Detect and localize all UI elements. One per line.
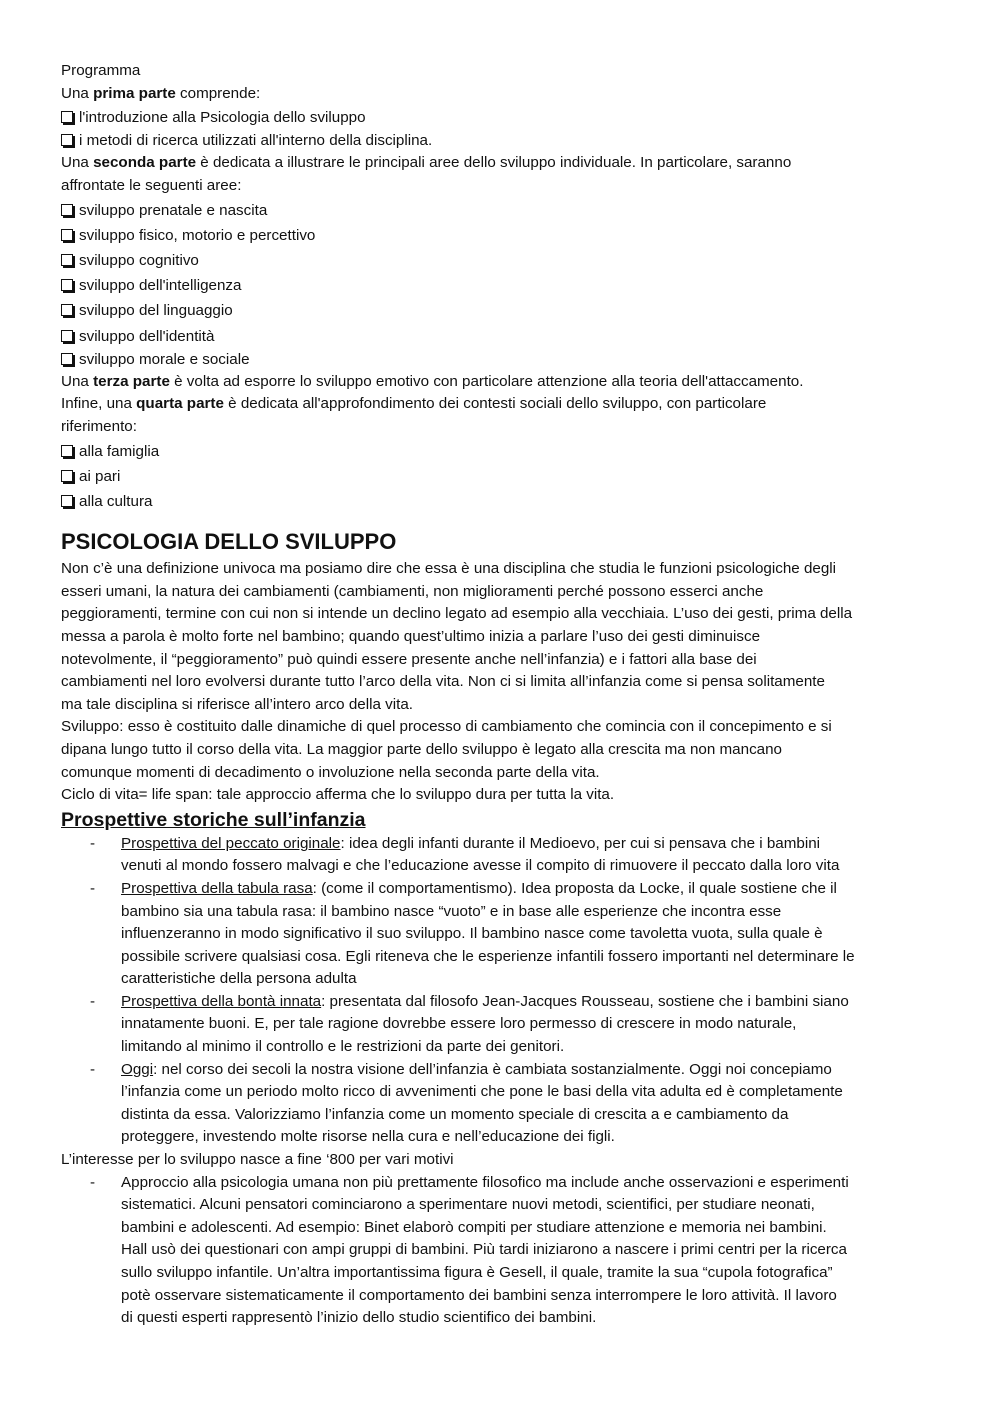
quarta-post: è dedicata all'approfondimento dei contesti sociali dello sviluppo, con particolare (223, 395, 767, 413)
list-item (61, 1172, 941, 1330)
list-item-label: Prospettiva della tabula rasa (121, 879, 313, 897)
checklist-text: sviluppo dell'intelligenza (79, 277, 242, 295)
terza-pre: Una (61, 372, 94, 390)
checkbox-icon (61, 470, 73, 482)
list-item-label: Prospettiva della bontà innata (121, 992, 322, 1010)
quarta-pre: Infine, una (61, 395, 137, 413)
list-item (61, 833, 941, 878)
list-item-line: possibile scrivere qualsiasi cosa. Egli riteneva che le esperienze infantili fossero importanti nel determinare le (121, 947, 855, 965)
checklist-text: ai pari (79, 467, 121, 485)
checklist-item (61, 464, 941, 489)
psicologia-paragraph (61, 558, 941, 807)
checkbox-icon (61, 304, 73, 316)
list-item-line: - Approccio alla psicologia umana non più prettamente filosofico ma include anche osservazioni e esperimenti (121, 1173, 849, 1191)
checklist-text: sviluppo prenatale e nascita (79, 201, 268, 219)
seconda-parte-line2: affrontate le seguenti aree: (61, 176, 242, 194)
checkbox-icon (61, 445, 73, 457)
list-item-label: Oggi (121, 1060, 154, 1078)
checkbox-icon (61, 134, 73, 146)
list-item-line: venuti al mondo fossero malvagi e che l’educazione avesse il compito di rimuovere il peccato dalla loro vita (121, 857, 840, 875)
checkbox-icon (61, 111, 73, 123)
quarta-bold: quarta parte (136, 395, 224, 413)
checklist-item (61, 105, 941, 130)
paragraph-line: Non c’è una definizione univoca ma posiamo dire che essa è una disciplina che studia le funzioni psicologiche degli (61, 560, 837, 578)
checklist-item (61, 223, 941, 248)
list-item-line: potè osservare sistematicamente il comportamento dei bambini senza interrompere le loro attività. Il lavoro (121, 1286, 837, 1304)
list-item-line: sullo sviluppo infantile. Un’altra importantissima figura è Gesell, il quale, tramite la sua “cupola fotografica” (121, 1264, 833, 1281)
list-item-line: sistematici. Alcuni pensatori cominciarono a sperimentare nuovi metodi, scientifici, per studiare neonati, (121, 1196, 815, 1214)
prima-pre: Una (61, 84, 94, 102)
list-item (61, 991, 941, 1059)
checkbox-icon (61, 279, 73, 291)
checkbox-icon (61, 204, 73, 216)
quarta-parte-line (61, 393, 941, 416)
checkbox-icon (61, 254, 73, 266)
paragraph-line: cambiamenti nel loro evolversi durante tutto l’arco della vita. Non ci si limita all’infanzia come si pensa solitamente (61, 673, 825, 691)
checklist-text: sviluppo morale e sociale (79, 350, 250, 368)
seconda-pre: Una (61, 154, 94, 172)
paragraph-line: peggioramenti, termine con cui non si intende un declino legato ad esempio alla vecchiaia. L’uso dei gesti, prima della (61, 605, 853, 623)
list-item-first-line (121, 833, 941, 856)
list-item-label: Prospettiva del peccato originale (121, 834, 341, 852)
list-item-line: l’infanzia come un periodo molto ricco di avvenimenti che pone le basi della vita adulta ed è completamente (121, 1083, 843, 1101)
seconda-parte-line (61, 152, 941, 175)
list-item-line: proteggere, investendo molte risorse nella cura e nell’educazione dei figli. (121, 1128, 615, 1146)
prima-parte-line (61, 83, 941, 106)
list-item (61, 878, 941, 991)
list-item-text: : nel corso dei secoli la nostra visione dell’infanzia è cambiata sostanzialmente. Oggi noi concepiamo (153, 1060, 832, 1078)
programma-title: Programma (61, 62, 141, 79)
list-item-line: influenzeranno in modo significativo il suo sviluppo. Il bambino nasce come tavoletta vuota, sulla quale è (121, 925, 823, 943)
list-item (61, 1059, 941, 1149)
checklist-text: sviluppo cognitivo (79, 251, 199, 269)
section-heading-prospettive: Prospettive storiche sull’infanzia (61, 808, 366, 831)
list-item-line: limitando al minimo il controllo e le restrizioni da parte dei genitori. (121, 1038, 565, 1056)
paragraph-line: notevolmente, il “peggioramento” può quindi essere presente anche nell’infanzia) e i fattori alla base dei (61, 650, 757, 668)
list-item-first-line (121, 878, 941, 901)
list-item-text: : (come il comportamentismo). Idea proposta da Locke, il quale sostiene che il (312, 879, 837, 897)
checklist-text: l'introduzione alla Psicologia dello sviluppo (79, 109, 366, 127)
paragraph-line: messa a parola è molto forte nel bambino; quando quest’ultimo inizia a parlare l’uso dei gesti diminuisce (61, 627, 761, 645)
terza-post: è volta ad esporre lo sviluppo emotivo con particolare attenzione alla teoria dell'attaccamento. (169, 372, 804, 390)
list-item-text: : presentata dal filosofo Jean-Jacques Rousseau, sostiene che i bambini siano (321, 992, 849, 1010)
list-item-first-line (121, 1059, 941, 1082)
checklist-item (61, 489, 941, 514)
checklist-item (61, 130, 941, 152)
quarta-parte-line2: riferimento: (61, 417, 137, 435)
list-item-line: caratteristiche della persona adulta (121, 970, 357, 988)
checklist-text: sviluppo dell'identità (79, 327, 215, 345)
paragraph-line: Sviluppo: esso è costituito dalle dinamiche di quel processo di cambiamento che comincia con il concepimento e si (61, 718, 832, 736)
list-item-line: distinta da essa. Valorizziamo l’infanzia come un momento speciale di crescita a e cambiamento da (121, 1105, 789, 1123)
paragraph-line: Ciclo di vita= life span: tale approccio afferma che lo sviluppo dura per tutta la vita. (61, 786, 615, 804)
list-item-line: innatamente buoni. E, per tale ragione dovrebbe essere loro permesso di crescere in modo naturale, (121, 1015, 797, 1033)
terza-bold: terza parte (93, 372, 170, 390)
paragraph-line: ma tale disciplina si riferisce all’intero arco della vita. (61, 695, 413, 713)
paragraph-line: dipana lungo tutto il corso della vita. La maggior parte dello sviluppo è legato alla crescita ma non mancano (61, 740, 782, 758)
paragraph-line: comunque momenti di decadimento o involuzione nella seconda parte della vita. (61, 763, 600, 781)
prima-post: comprende: (175, 84, 261, 102)
checklist-item (61, 439, 941, 464)
terza-parte-line (61, 371, 941, 394)
checklist-item (61, 298, 941, 323)
checkbox-icon (61, 495, 73, 507)
section-heading-psicologia: PSICOLOGIA DELLO SVILUPPO (61, 529, 397, 555)
list-item-line: Hall usò dei questionari con ampi gruppi di bambini. Più tardi iniziarono a nascere i primi centri per la ricerca (121, 1241, 847, 1259)
checkbox-icon (61, 330, 73, 342)
checklist-item (61, 248, 941, 273)
checklist-item (61, 273, 941, 298)
prima-bold: prima parte (93, 84, 176, 102)
list-item-line: di questi esperti rappresentò l’inizio dello studio scientifico dei bambini. (121, 1309, 597, 1327)
list-item-line: bambino sia una tabula rasa: il bambino nasce “vuoto” e in base alle esperienze che incontra esse (121, 902, 782, 920)
approccio-list (61, 1172, 941, 1330)
checklist-text: i metodi di ricerca utilizzati all'interno della disciplina. (79, 132, 433, 150)
checklist-text: alla famiglia (79, 442, 160, 460)
list-item-line: bambini e adolescenti. Ad esempio: Binet elaborò compiti per studiare attenzione e memoria nei bambini. (121, 1218, 827, 1236)
seconda-bold: seconda parte (93, 154, 197, 172)
checklist-item (61, 349, 941, 371)
checkbox-icon (61, 353, 73, 365)
checklist-text: alla cultura (79, 492, 153, 510)
checklist-item (61, 324, 941, 349)
checkbox-icon (61, 229, 73, 241)
checklist-text: sviluppo del linguaggio (79, 302, 233, 320)
list-item-first-line (121, 991, 941, 1014)
checklist-item (61, 198, 941, 223)
seconda-post: è dedicata a illustrare le principali aree dello sviluppo individuale. In particolare, saranno (196, 154, 792, 172)
interesse-line: L’interesse per lo sviluppo nasce a fine ‘800 per vari motivi (61, 1151, 454, 1169)
document-page (61, 60, 941, 1330)
checklist-text: sviluppo fisico, motorio e percettivo (79, 226, 316, 244)
prospettive-list (61, 833, 941, 1149)
list-item-text: : idea degli infanti durante il Medioevo, per cui si pensava che i bambini (340, 834, 821, 852)
paragraph-line: esseri umani, la natura dei cambiamenti (cambiamenti, non miglioramenti perché possono esserci anche (61, 582, 764, 600)
